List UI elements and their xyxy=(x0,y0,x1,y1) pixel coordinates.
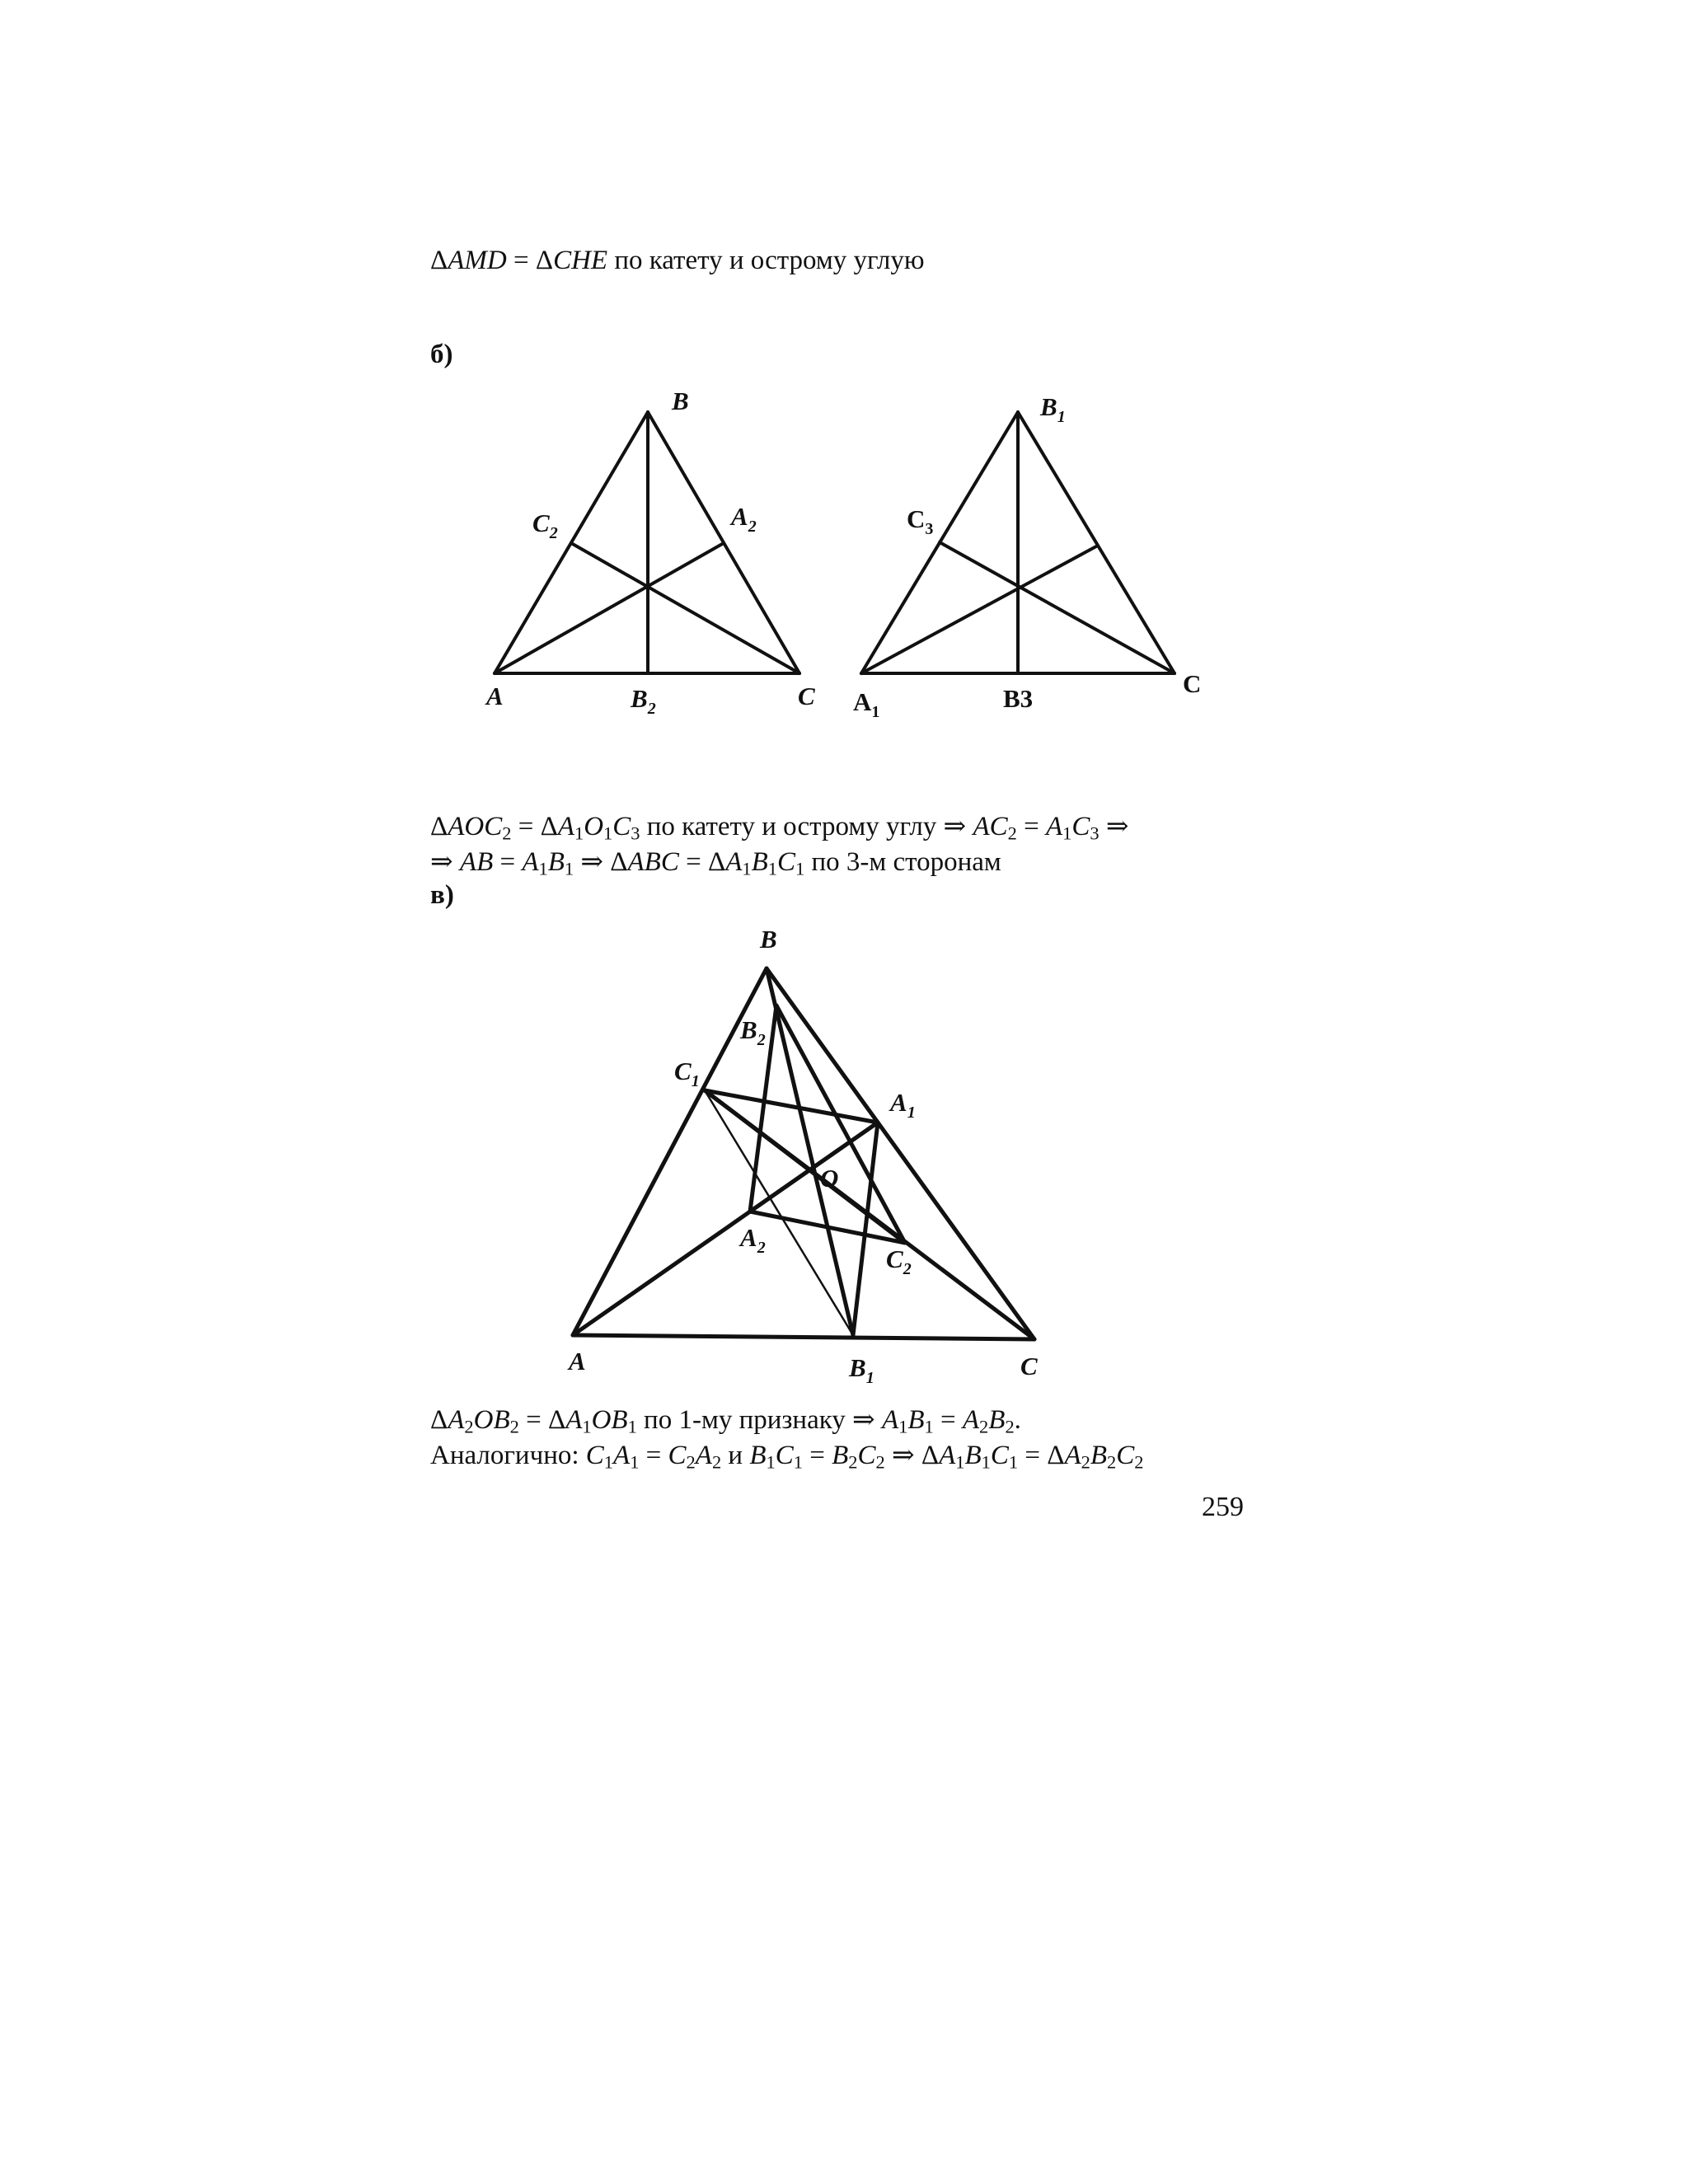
label-C3: $C_3$ xyxy=(907,504,934,538)
text-line-1: ΔAMD = ΔCHE по катету и острому углую xyxy=(430,246,925,275)
label-C: C xyxy=(1020,1352,1038,1380)
label-B3: B3 xyxy=(1003,684,1034,713)
label-A1: $A_1$ xyxy=(890,1088,916,1122)
label-C2: $C_2$ xyxy=(886,1244,912,1278)
text-line-5: Аналогично: $C_1A_1 = C_2A_2$ и $B_1C_1 = B_2C_2$ ⇒ $\Delta A_1B_1C_1 = \Delta A_2B_2C_2$ xyxy=(430,1441,1144,1473)
label-A1: $A_1$ xyxy=(853,687,880,721)
section-label-v: в) xyxy=(430,880,454,910)
label-A: A xyxy=(569,1347,586,1376)
label-B2: $B_2$ xyxy=(740,1015,766,1049)
label-A2: $A_2$ xyxy=(740,1223,766,1257)
label-B: B xyxy=(672,387,689,415)
page-number: 259 xyxy=(1202,1492,1244,1522)
text-line-2: $\Delta AOC_2 = \Delta A_1O_1C_3$ по катету и острому углу ⇒ $AC_2 = A_1C_3$ ⇒ xyxy=(430,812,1129,844)
label-B1: $B_1$ xyxy=(1040,392,1066,426)
text-line-3: ⇒ AB = $A_1B_1$ ⇒ $\Delta ABC = \Delta A_1B_1C_1$ по 3-м сторонам xyxy=(430,847,1001,879)
label-C1: $C_1$ xyxy=(674,1057,700,1090)
label-C2: $C_2$ xyxy=(532,509,558,542)
figure-b-left-triangle xyxy=(462,387,857,725)
text-line-4: $\Delta A_2OB_2 = \Delta A_1OB_1$ по 1-му признаку ⇒ $A_1B_1 = A_2B_2$. xyxy=(430,1405,1021,1437)
label-B: B xyxy=(760,925,777,954)
label-C: C xyxy=(1183,669,1202,698)
section-label-b: б) xyxy=(430,340,453,369)
figure-v-triangle xyxy=(544,915,1071,1393)
label-A: A xyxy=(486,682,504,710)
label-B1: $B_1$ xyxy=(849,1353,874,1387)
label-B2: $B_2$ xyxy=(631,684,656,718)
label-O: O xyxy=(820,1164,839,1193)
label-C: C xyxy=(798,682,815,710)
figure-b-right-triangle xyxy=(849,387,1228,725)
label-A2: $A_2$ xyxy=(731,502,757,536)
